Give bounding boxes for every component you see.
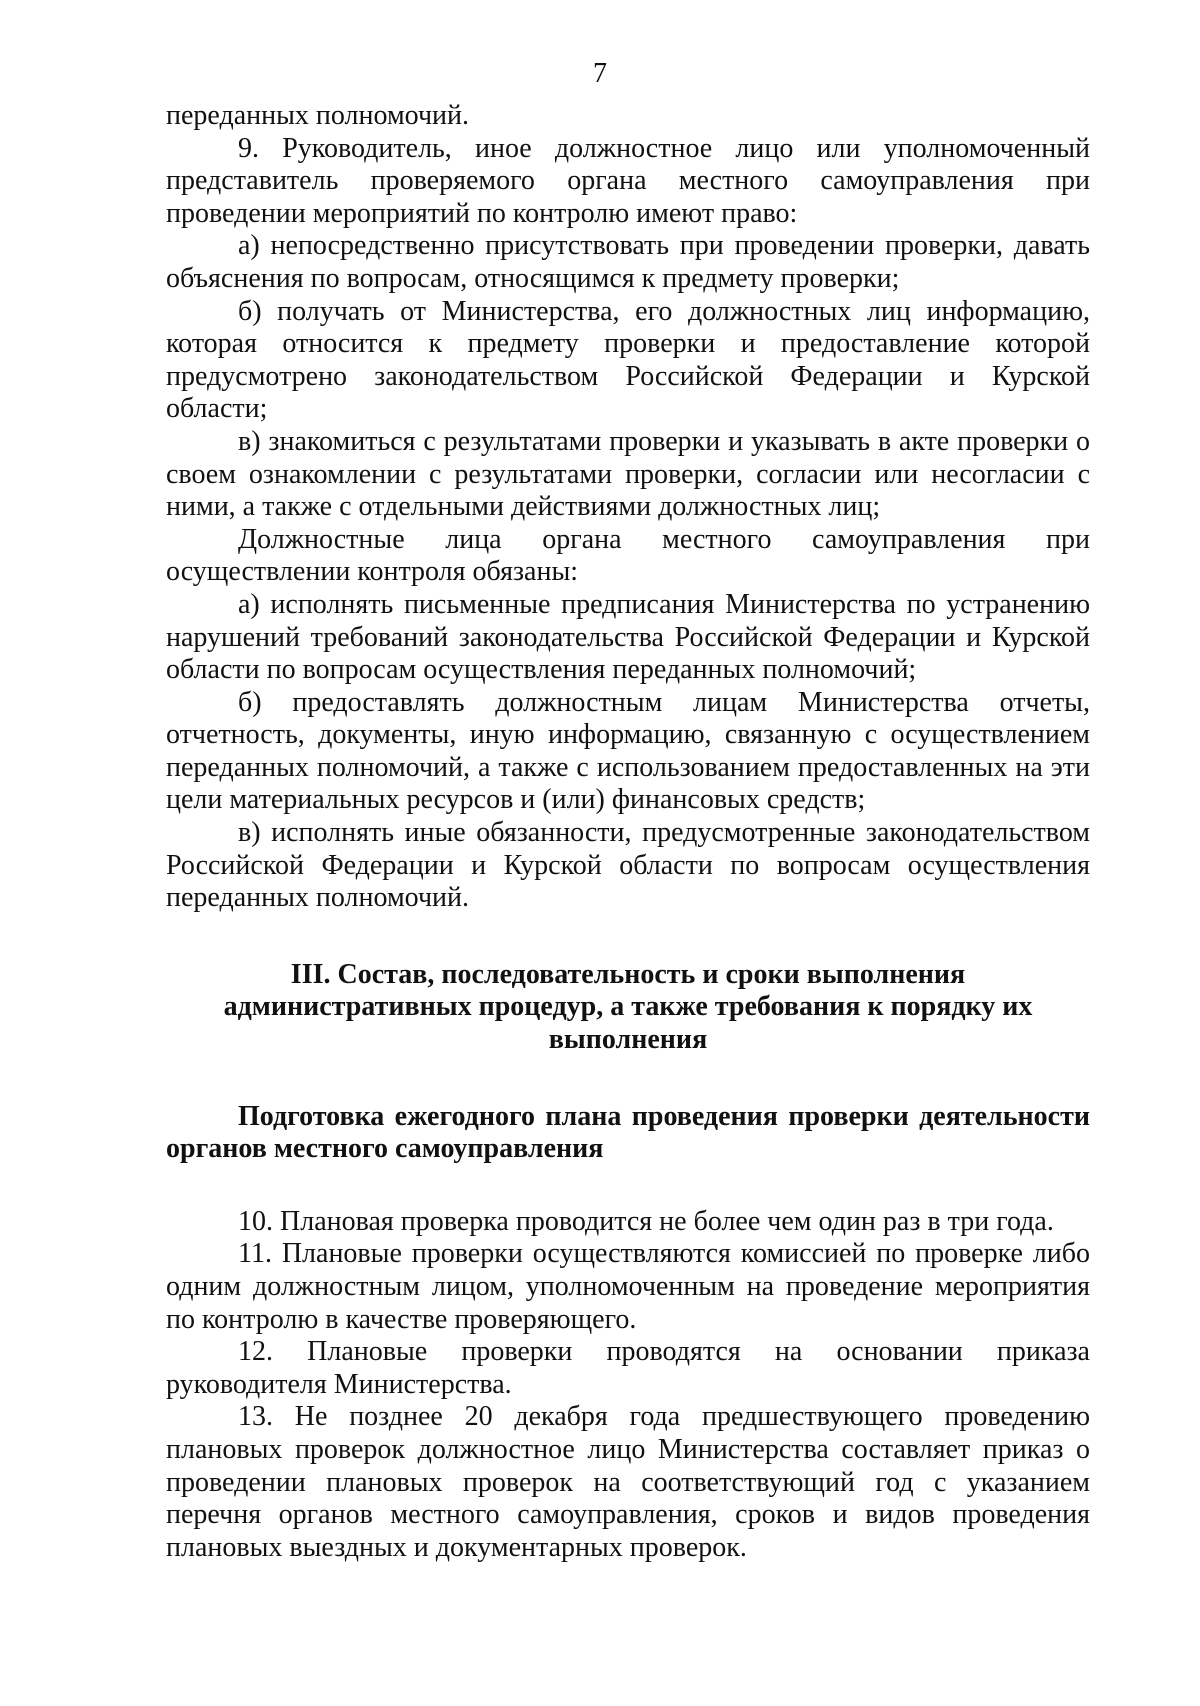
paragraph-item-9: 9. Руководитель, иное должностное лицо или уполномоченный представитель проверяемого органа местного самоуправления при проведении мероприятий по контролю имеют право: bbox=[166, 132, 1090, 229]
page-number: 7 bbox=[593, 58, 607, 89]
document-body bbox=[166, 100, 1090, 1564]
paragraph-item-12: 12. Плановые проверки проводятся на основании приказа руководителя Министерства. bbox=[166, 1336, 1090, 1400]
paragraph-right-v: в) знакомиться с результатами проверки и указывать в акте проверки о своем ознакомлении с результатами проверки, согласии или несогласии с ними, а также с отдельными действиями должностных лиц; bbox=[166, 425, 1090, 523]
paragraph-duty-v: в) исполнять иные обязанности, предусмотренные законодательством Российской Федерации и Курской области по вопросам осуществления переданных полномочий. bbox=[166, 817, 1090, 914]
paragraph-item-10: 10. Плановая проверка проводится не более чем один раз в три года. bbox=[238, 1205, 1054, 1237]
paragraph-duty-b: б) предоставлять должностным лицам Министерства отчеты, отчетность, документы, иную информацию, связанную с осуществлением переданных полномочий, а также с использованием предоставленных на эти цели материальных ресурсов и (или) финансовых средств; bbox=[166, 686, 1090, 816]
paragraph-duty-a: а) исполнять письменные предписания Министерства по устранению нарушений требований законодательства Российской Федерации и Курской области по вопросам осуществления переданных полномочий; bbox=[166, 588, 1090, 686]
paragraph-duties-intro: Должностные лица органа местного самоуправления при осуществлении контроля обязаны: bbox=[166, 523, 1090, 588]
sub-heading: Подготовка ежегодного плана проведения проверки деятельности органов местного самоуправления bbox=[166, 1100, 1090, 1165]
paragraph-right-b: б) получать от Министерства, его должностных лиц информацию, которая относится к предмету проверки и предоставление которой предусмотрено законодательством Российской Федерации и Курской области; bbox=[166, 295, 1090, 425]
paragraph-item-11: 11. Плановые проверки осуществляются комиссией по проверке либо одним должностным лицом, уполномоченным на проведение мероприятия по контролю в качестве проверяющего. bbox=[166, 1238, 1090, 1335]
section-heading: III. Состав, последовательность и сроки выполнения административных процедур, а также требования к порядку их выполнения bbox=[223, 958, 1033, 1056]
paragraph-item-13: 13. Не позднее 20 декабря года предшествующего проведению плановых проверок должностное лицо Министерства составляет приказ о проведении плановых проверок на соответствующий год с указанием перечня органов местного самоуправления, сроков и видов проведения плановых выездных и документарных проверок. bbox=[166, 1401, 1090, 1563]
paragraph: переданных полномочий. bbox=[166, 100, 470, 131]
paragraph-right-a: а) непосредственно присутствовать при проведении проверки, давать объяснения по вопросам, относящимся к предмету проверки; bbox=[166, 230, 1090, 294]
